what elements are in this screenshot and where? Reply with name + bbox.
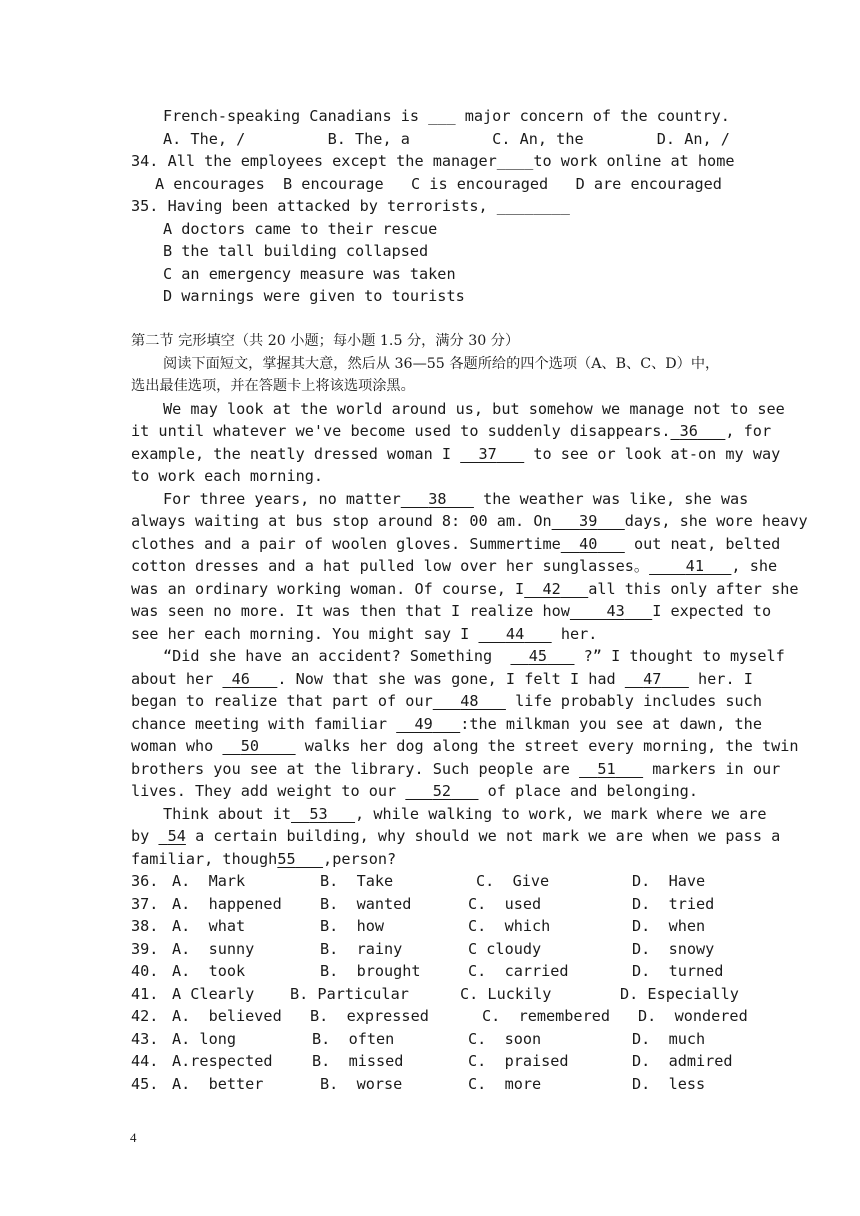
option-a: A. long — [172, 1030, 237, 1048]
option-a: A. what — [172, 917, 246, 935]
option-b: B. wanted — [320, 895, 412, 913]
section-instructions-2: 选出最佳选项，并在答题卡上将该选项涂黑。 — [131, 378, 415, 394]
option-a: A. happened — [172, 895, 282, 913]
passage-line: began to realize that part of our 48 life probably includes such — [131, 692, 762, 710]
question-35-option-a: A doctors came to their rescue — [163, 220, 438, 238]
option-d: D. admired — [632, 1052, 733, 1070]
passage-line: clothes and a pair of woolen gloves. Summertime 40 out neat, belted — [131, 535, 781, 553]
blank-38: 38 — [428, 490, 447, 508]
blank-44: 44 — [505, 625, 525, 643]
question-35-option-d: D warnings were given to tourists — [163, 287, 465, 305]
blank-37: 37 — [478, 445, 497, 463]
blank-47: 47 — [643, 670, 662, 688]
option-a: A. Mark — [172, 872, 246, 890]
option-d: D. much — [632, 1030, 706, 1048]
option-d: D. turned — [632, 962, 724, 980]
question-35-stem: 35. Having been attacked by terrorists, ________ — [131, 197, 570, 215]
blank-39: 39 — [579, 512, 598, 530]
blank-36: 36 — [679, 422, 698, 440]
option-d: D. wondered — [638, 1007, 748, 1025]
option-b: B. how — [320, 917, 385, 935]
option-c: C cloudy — [468, 940, 542, 958]
option-row-num: 36. — [131, 872, 159, 890]
blank-42: 42 — [542, 580, 561, 598]
option-c: C. soon — [468, 1030, 542, 1048]
passage-line: see her each morning. You might say I 44 her. — [131, 625, 598, 643]
passage-line: example, the neatly dressed woman I 37 to see or look at-on my way — [131, 445, 781, 463]
blank-55: 55 — [277, 850, 296, 868]
page-number: 4 — [130, 1130, 137, 1145]
option-d: D. snowy — [632, 940, 715, 958]
question-33-stem: French-speaking Canadians is ___ major concern of the country. — [163, 107, 730, 125]
option-row-num: 44. — [131, 1052, 159, 1070]
passage-line: always waiting at bus stop around 8: 00 am. On 39 days, she wore heavy — [131, 512, 808, 530]
option-row-num: 38. — [131, 917, 159, 935]
blank-43: 43 — [606, 602, 625, 620]
option-b: B. brought — [320, 962, 421, 980]
option-c: C. carried — [468, 962, 569, 980]
question-33-options: A. The, / B. The, a C. An, the D. An, / — [163, 130, 730, 148]
passage-line: woman who 50 walks her dog along the street every morning, the twin — [131, 737, 799, 755]
option-c: C. more — [468, 1075, 542, 1093]
option-d: D. tried — [632, 895, 715, 913]
option-row-num: 45. — [131, 1075, 159, 1093]
passage-line: We may look at the world around us, but somehow we manage not to see — [163, 400, 785, 418]
blank-54: 54 — [167, 827, 186, 845]
option-c: C. Luckily — [460, 985, 552, 1003]
question-34-options: A encourages B encourage C is encouraged D are encouraged — [155, 175, 722, 193]
passage-line: “Did she have an accident? Something 45 ?” I thought to myself — [163, 647, 785, 665]
question-35-option-b: B the tall building collapsed — [163, 242, 429, 260]
option-a: A. took — [172, 962, 246, 980]
option-a: A. better — [172, 1075, 264, 1093]
blank-51: 51 — [597, 760, 616, 778]
option-d: D. less — [632, 1075, 706, 1093]
passage-line: familiar, though55 ,person? — [131, 850, 397, 868]
option-b: B. Particular — [290, 985, 409, 1003]
option-c: C. remembered — [482, 1007, 611, 1025]
blank-52: 52 — [432, 782, 452, 800]
blank-41: 41 — [685, 557, 704, 575]
passage-line: was an ordinary working woman. Of course, I 42 all this only after she — [131, 580, 799, 598]
option-row-num: 37. — [131, 895, 159, 913]
option-b: B. missed — [312, 1052, 404, 1070]
section-heading: 第二节 完形填空（共 20 小题；每小题 1.5 分，满分 30 分） — [131, 333, 520, 349]
option-b: B. expressed — [310, 1007, 429, 1025]
option-a: A. sunny — [172, 940, 255, 958]
option-c: C. used — [468, 895, 542, 913]
passage-line: was seen no more. It was then that I realize how 43 I expected to — [131, 602, 772, 620]
option-row-num: 40. — [131, 962, 159, 980]
option-c: C. which — [468, 917, 551, 935]
passage-line: about her 46 . Now that she was gone, I felt I had 47 her. I — [131, 670, 753, 688]
blank-53: 53 — [309, 805, 328, 823]
blank-49: 49 — [414, 715, 433, 733]
option-a: A Clearly — [172, 985, 255, 1003]
option-d: D. Have — [632, 872, 706, 890]
option-b: B. Take — [320, 872, 394, 890]
section-instructions-1: 阅读下面短文，掌握其大意，然后从 36—55 各题所给的四个选项（A、B、C、D）中， — [163, 356, 720, 372]
option-a: A.respected — [172, 1052, 273, 1070]
blank-46: 46 — [231, 670, 250, 688]
passage-line: cotton dresses and a hat pulled low over her sunglasses。 41 , she — [131, 557, 778, 575]
blank-40: 40 — [579, 535, 598, 553]
passage-line: Think about it 53 , while walking to work, we mark where we are — [163, 805, 767, 823]
passage-line: to work each morning. — [131, 467, 324, 485]
option-row-num: 42. — [131, 1007, 159, 1025]
blank-50: 50 — [240, 737, 260, 755]
option-b: B. worse — [320, 1075, 403, 1093]
blank-48: 48 — [460, 692, 479, 710]
option-c: C. praised — [468, 1052, 569, 1070]
option-row-num: 43. — [131, 1030, 159, 1048]
option-d: D. Especially — [620, 985, 739, 1003]
option-b: B. rainy — [320, 940, 403, 958]
option-a: A. believed — [172, 1007, 282, 1025]
passage-line: it until whatever we've become used to suddenly disappears. 36 , for — [131, 422, 772, 440]
option-row-num: 39. — [131, 940, 159, 958]
passage-line: brothers you see at the library. Such people are 51 markers in our — [131, 760, 781, 778]
option-d: D. when — [632, 917, 706, 935]
option-c: C. Give — [476, 872, 550, 890]
question-34-stem: 34. All the employees except the manager____to work online at home — [131, 152, 735, 170]
question-35-option-c: C an emergency measure was taken — [163, 265, 456, 283]
passage-line: chance meeting with familiar 49 :the milkman you see at dawn, the — [131, 715, 762, 733]
passage-line: lives. They add weight to our 52 of place and belonging. — [131, 782, 698, 800]
option-row-num: 41. — [131, 985, 159, 1003]
option-b: B. often — [312, 1030, 395, 1048]
blank-45: 45 — [528, 647, 548, 665]
passage-line: For three years, no matter 38 the weather was like, she was — [163, 490, 749, 508]
passage-line: by 54 a certain building, why should we not mark we are when we pass a — [131, 827, 781, 845]
